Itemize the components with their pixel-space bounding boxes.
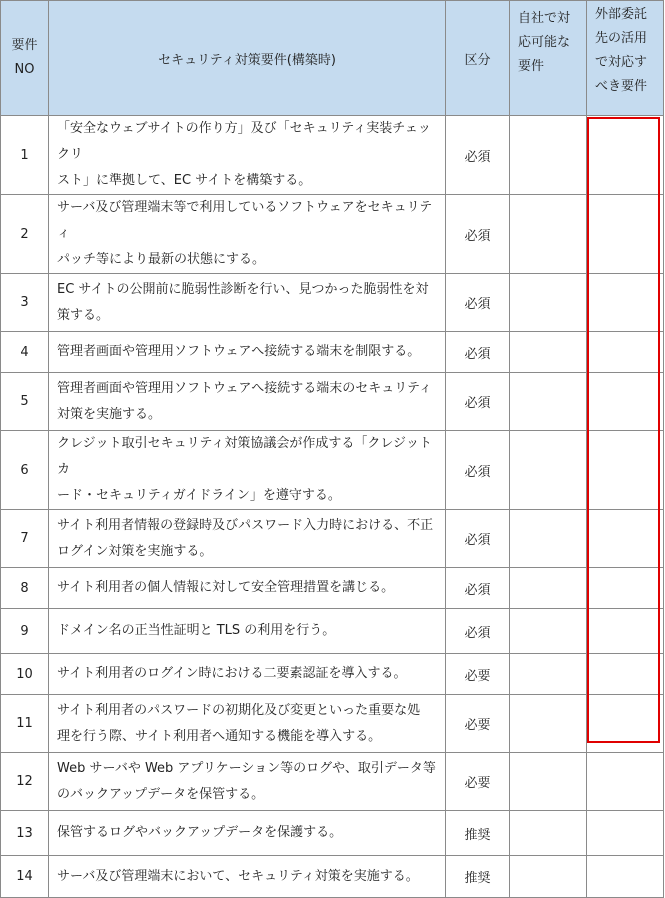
- row-kubun: 必須: [446, 568, 510, 609]
- table-row: [1, 332, 664, 373]
- header-outsource: [587, 1, 664, 116]
- row-inhouse-cell: [510, 373, 587, 431]
- row-requirement-line: 保管するログやバックアップデータを保護する。: [57, 825, 343, 840]
- header-no-line1: 要件: [11, 38, 38, 53]
- row-kubun: 必要: [446, 695, 510, 753]
- header-row: [1, 1, 664, 116]
- row-requirement: [49, 195, 446, 274]
- table-row: [1, 195, 664, 274]
- row-outsource-cell: [587, 195, 664, 274]
- row-outsource-cell: [587, 116, 664, 195]
- table-row: [1, 510, 664, 568]
- row-no: 9: [1, 609, 49, 654]
- row-requirement: [49, 510, 446, 568]
- row-requirement-line: サーバ及び管理端末において、セキュリティ対策を実施する。: [57, 868, 419, 884]
- table-row: [1, 654, 664, 695]
- row-kubun: 必要: [446, 654, 510, 695]
- table-row: [1, 695, 664, 753]
- row-outsource-cell: [587, 811, 664, 856]
- row-requirement-line: ード・セキュリティガイドライン」を遵守する。: [57, 488, 341, 503]
- row-no: 6: [1, 431, 49, 510]
- header-outsource-line4: べき要件: [595, 79, 648, 94]
- table-row: [1, 856, 664, 898]
- row-kubun: 必須: [446, 274, 510, 332]
- table-row: [1, 568, 664, 609]
- row-requirement-line: クレジット取引セキュリティ対策協議会が作成する「クレジットカ: [57, 436, 433, 477]
- row-inhouse-cell: [510, 274, 587, 332]
- header-inhouse-line3: 要件: [518, 59, 545, 74]
- row-kubun: 必須: [446, 609, 510, 654]
- row-requirement: [49, 811, 446, 856]
- row-requirement-line: 管理者画面や管理用ソフトウェアへ接続する端末を制限する。: [57, 344, 421, 359]
- row-requirement-line: サーバ及び管理端末等で利用しているソフトウェアをセキュリティ: [57, 200, 433, 241]
- header-inhouse: [510, 1, 587, 116]
- row-inhouse-cell: [510, 609, 587, 654]
- row-no: 3: [1, 274, 49, 332]
- table-row: [1, 811, 664, 856]
- row-requirement-line: サイト利用者のログイン時における二要素認証を導入する。: [57, 666, 407, 681]
- row-outsource-cell: [587, 332, 664, 373]
- row-requirement-line: 管理者画面や管理用ソフトウェアへ接続する端末のセキュリティ: [57, 380, 432, 396]
- row-requirement: [49, 609, 446, 654]
- row-outsource-cell: [587, 609, 664, 654]
- row-kubun: 必須: [446, 431, 510, 510]
- row-outsource-cell: [587, 274, 664, 332]
- row-inhouse-cell: [510, 654, 587, 695]
- table-row: [1, 373, 664, 431]
- row-inhouse-cell: [510, 695, 587, 753]
- row-no: 2: [1, 195, 49, 274]
- row-inhouse-cell: [510, 195, 587, 274]
- row-kubun: 必要: [446, 753, 510, 811]
- row-no: 8: [1, 568, 49, 609]
- row-outsource-cell: [587, 856, 664, 898]
- row-no: 12: [1, 753, 49, 811]
- header-kubun: 区分: [446, 1, 510, 116]
- row-kubun: 必須: [446, 116, 510, 195]
- row-requirement-line: 対策を実施する。: [57, 406, 162, 422]
- header-outsource-line2: 先の活用: [595, 31, 648, 46]
- row-outsource-cell: [587, 654, 664, 695]
- row-inhouse-cell: [510, 568, 587, 609]
- row-requirement-line: サイト利用者の個人情報に対して安全管理措置を講じる。: [57, 580, 395, 595]
- row-outsource-cell: [587, 431, 664, 510]
- row-requirement: [49, 568, 446, 609]
- row-requirement: [49, 654, 446, 695]
- row-no: 7: [1, 510, 49, 568]
- row-requirement: [49, 695, 446, 753]
- row-requirement-line: スト」に準拠して、EC サイトを構築する。: [57, 173, 312, 188]
- row-outsource-cell: [587, 568, 664, 609]
- table-row: [1, 431, 664, 510]
- row-requirement-line: 理を行う際、サイト利用者へ通知する機能を導入する。: [57, 728, 382, 744]
- row-requirement: [49, 856, 446, 898]
- row-requirement-line: 策する。: [57, 307, 110, 323]
- row-outsource-cell: [587, 695, 664, 753]
- row-requirement-line: Web サーバや Web アプリケーション等のログや、取引データ等: [57, 760, 436, 776]
- row-inhouse-cell: [510, 332, 587, 373]
- row-no: 13: [1, 811, 49, 856]
- row-requirement-line: サイト利用者のパスワードの初期化及び変更といった重要な処: [57, 702, 421, 718]
- row-inhouse-cell: [510, 811, 587, 856]
- row-requirement-line: のバックアップデータを保管する。: [57, 786, 265, 802]
- row-inhouse-cell: [510, 510, 587, 568]
- row-inhouse-cell: [510, 116, 587, 195]
- header-inhouse-line1: 自社で対: [518, 11, 571, 26]
- row-inhouse-cell: [510, 431, 587, 510]
- row-kubun: 必須: [446, 195, 510, 274]
- header-outsource-line3: で対応す: [595, 55, 648, 70]
- row-requirement-line: ドメイン名の正当性証明と TLS の利用を行う。: [57, 623, 336, 638]
- row-no: 10: [1, 654, 49, 695]
- row-outsource-cell: [587, 510, 664, 568]
- row-requirement: [49, 373, 446, 431]
- row-kubun: 推奨: [446, 856, 510, 898]
- table-row: [1, 116, 664, 195]
- row-outsource-cell: [587, 373, 664, 431]
- row-requirement: [49, 431, 446, 510]
- row-kubun: 必須: [446, 332, 510, 373]
- header-no: [1, 1, 49, 116]
- row-requirement-line: サイト利用者情報の登録時及びパスワード入力時における、不正: [57, 517, 434, 533]
- row-requirement-line: ログイン対策を実施する。: [57, 543, 213, 559]
- row-kubun: 推奨: [446, 811, 510, 856]
- header-outsource-line1: 外部委託: [595, 7, 648, 22]
- row-no: 1: [1, 116, 49, 195]
- table-row: [1, 609, 664, 654]
- row-outsource-cell: [587, 753, 664, 811]
- row-requirement-line: 「安全なウェブサイトの作り方」及び「セキュリティ実装チェックリ: [57, 121, 431, 162]
- row-requirement-line: EC サイトの公開前に脆弱性診断を行い、見つかった脆弱性を対: [57, 281, 429, 297]
- row-no: 11: [1, 695, 49, 753]
- header-requirement: セキュリティ対策要件(構築時): [49, 1, 446, 116]
- row-kubun: 必須: [446, 373, 510, 431]
- table-row: [1, 753, 664, 811]
- row-requirement-line: パッチ等により最新の状態にする。: [57, 252, 266, 267]
- row-kubun: 必須: [446, 510, 510, 568]
- table-row: [1, 274, 664, 332]
- row-no: 14: [1, 856, 49, 898]
- row-no: 5: [1, 373, 49, 431]
- row-requirement: [49, 332, 446, 373]
- row-requirement: [49, 274, 446, 332]
- row-inhouse-cell: [510, 856, 587, 898]
- row-requirement: [49, 116, 446, 195]
- row-no: 4: [1, 332, 49, 373]
- row-inhouse-cell: [510, 753, 587, 811]
- row-requirement: [49, 753, 446, 811]
- header-no-line2: NO: [14, 62, 35, 77]
- header-inhouse-line2: 応可能な: [518, 35, 571, 50]
